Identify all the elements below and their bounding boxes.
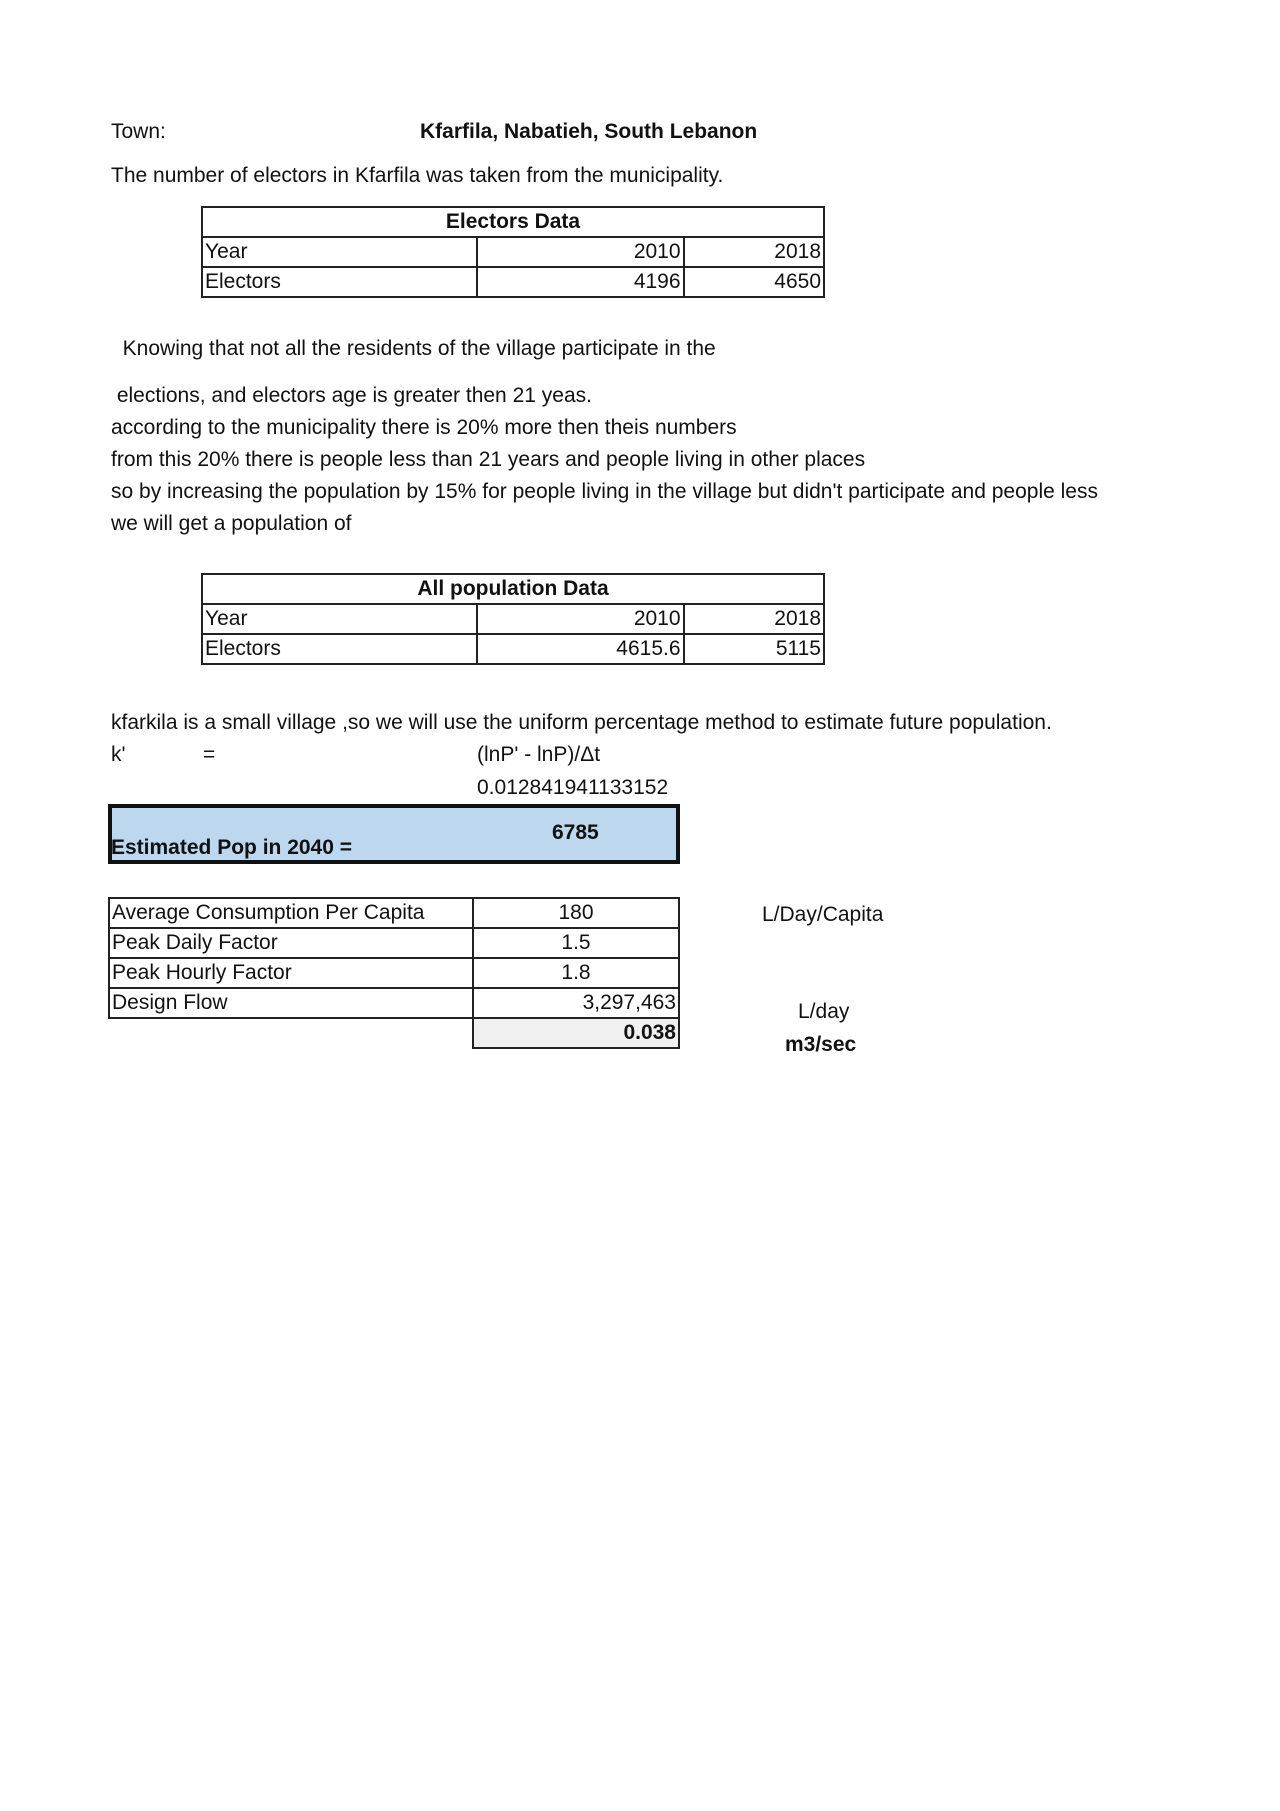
cell-value: 4615.6 [477,634,684,664]
row-label: Peak Hourly Factor [109,958,473,988]
electors-table-title: Electors Data [202,207,824,237]
table-row [109,1018,679,1048]
paragraph-line: from this 20% there is people less than 21 years and people living in other places [111,448,866,471]
table-row [202,604,824,634]
town-label: Town: [111,120,166,143]
estimate-label: Estimated Pop in 2040 = [111,836,353,859]
estimate-value: 6785 [552,821,599,844]
population-table-title: All population Data [202,574,824,604]
unit-label: L/Day/Capita [762,903,884,926]
paragraph-line: according to the municipality there is 20% more then theis numbers [111,416,737,439]
result-unit: m3/sec [785,1033,857,1056]
row-label: Design Flow [109,988,473,1018]
row-label: Electors [202,267,477,297]
unit-label: L/day [798,1000,850,1023]
k-value: 0.012841941133152 [477,776,669,799]
row-label: Electors [202,634,477,664]
paragraph-line: Knowing that not all the residents of the village participate in the [111,337,716,360]
cell-value: 4196 [477,267,684,297]
table-row [109,898,679,928]
paragraph-line: elections, and electors age is greater then 21 yeas. [111,384,592,407]
row-label: Year [202,237,477,267]
method-text: kfarkila is a small village ,so we will use the uniform percentage method to estimate future population. [111,711,1052,734]
cell-value: 2018 [684,604,824,634]
cell-value: 4650 [684,267,824,297]
result-value: 0.038 [473,1018,679,1048]
intro-text: The number of electors in Kfarfila was taken from the municipality. [111,164,724,187]
town-value: Kfarfila, Nabatieh, South Lebanon [420,120,758,143]
k-symbol: k' [111,743,126,766]
cell-value: 3,297,463 [473,988,679,1018]
row-label: Year [202,604,477,634]
cell-value: 1.8 [473,958,679,988]
table-row [109,958,679,988]
cell-value: 5115 [684,634,824,664]
electors-table [201,206,825,298]
cell-value: 2010 [477,604,684,634]
paragraph-line: so by increasing the population by 15% for people living in the village but didn't participate and people less [111,480,1098,503]
table-row [202,267,824,297]
table-row [109,988,679,1018]
k-formula: (lnP' - lnP)/Δt [477,743,601,766]
cell-value: 1.5 [473,928,679,958]
row-label: Peak Daily Factor [109,928,473,958]
table-row [202,237,824,267]
table-row [202,634,824,664]
cell-value: 180 [473,898,679,928]
paragraph-line: we will get a population of [111,512,352,535]
table-row [109,928,679,958]
population-table [201,573,825,665]
k-equals: = [203,743,216,766]
row-label: Average Consumption Per Capita [109,898,473,928]
cell-value: 2018 [684,237,824,267]
empty-cell [109,1018,473,1048]
design-table [108,897,680,1049]
cell-value: 2010 [477,237,684,267]
